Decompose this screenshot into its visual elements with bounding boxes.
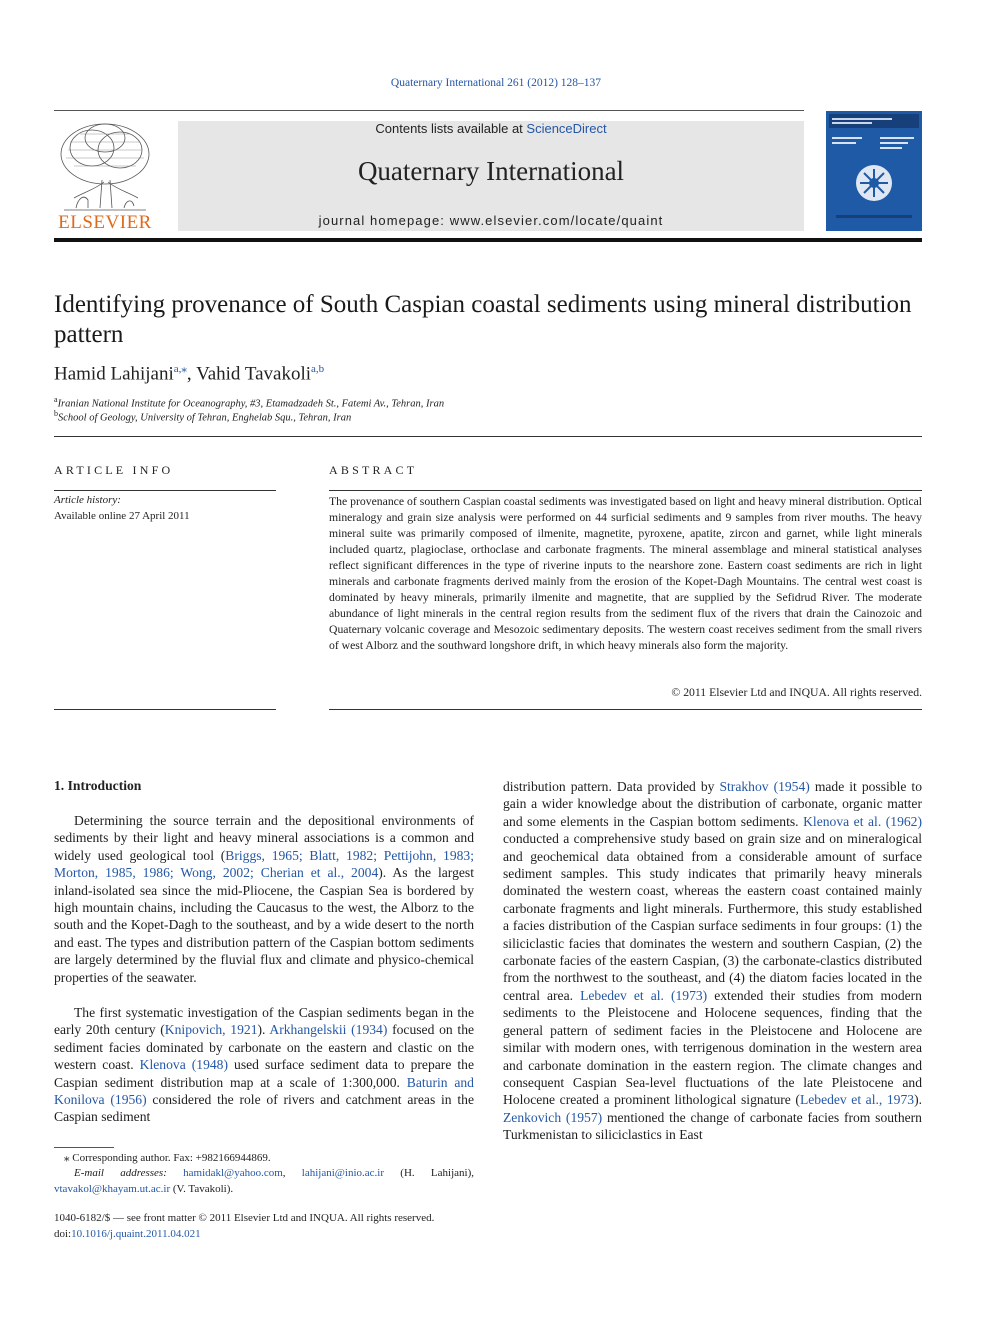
article-history-label: Article history: (54, 494, 121, 506)
elsevier-wordmark: ELSEVIER (58, 212, 152, 233)
journal-homepage[interactable]: journal homepage: www.elsevier.com/locate/quaint (318, 213, 664, 228)
front-matter (54, 1211, 494, 1242)
paragraph-text: considered the role of rivers and catchment areas in the Caspian sediment (54, 1092, 474, 1125)
sciencedirect-link[interactable]: ScienceDirect (526, 121, 607, 136)
citation-link[interactable]: Knipovich, 1921 (164, 1022, 258, 1038)
section-rule (54, 436, 922, 437)
abstract-text: The provenance of southern Caspian coastal sediments was investigated based on light and heavy mineral distribution. Optical mineralogy and grain size analysis were performed on 44 surficial sediments and 9 samples from river mouths. The heavy mineral suite was primarily composed of ilmenite, magnetite, pyroxene, apatite, zircon and garnet, while light minerals included quartz, plagioclase, orthoclase and carbonate fragments. The mineral assemblage and mineral statistical analyses reflect significant differences in the type of riverine inputs to the nearshore zone. Eastern coast sediments are rich in light minerals and carbonate fragments derived mainly from the erosion of the Kopet-Dagh Mountains. The central west coast is dominated by heavy minerals, primarily ilmenite and magnetite, that are supplied by the Sefidrud River. The moderate abundance of light minerals in the central region results from the sediment flux of the rivers that drain the Cainozoic and Quaternary volcanic coverage and Mesozoic sedimentary deposits. The western coast receives sediment from the small rivers of west Alborz and the southward longshore drift, in which heavy minerals also form the majority. (329, 495, 922, 652)
citation-link[interactable]: Quaternary International 261 (2012) 128–137 (390, 77, 602, 89)
paragraph-text: made it possible to gain a wider knowledge about the distribution of carbonate, organic matter and some elements in the Caspian bottom sediments. (503, 779, 922, 829)
intro-paragraph-2 (54, 1004, 474, 1126)
abstract-copyright: © 2011 Elsevier Ltd and INQUA. All rights reserved. (671, 686, 922, 699)
citation-link[interactable]: Klenova et al. (1962) (803, 813, 922, 829)
issn-line: 1040-6182/$ — see front matter © 2011 Elsevier Ltd and INQUA. All rights reserved. (54, 1212, 435, 1224)
affiliation-text: Iranian National Institute for Oceanography, #3, Etamadzadeh St., Fatemi Av., Tehran, Iran (57, 398, 445, 410)
paragraph-text: extended their studies from modern sediments to the Pleistocene and Holocene sequences, finding that the general pattern of sediment facies in the Pleistocene and Holocene are similar with modern ones, with terrigenous domination in the western area and carbonate domination in the eastern region. The climate changes and consequent Caspian Sea-level fluctuations of the late Pleistocene and Holocene created a prominent lithological signature ( (503, 987, 922, 1108)
author-name[interactable]: Hamid Lahijani (54, 363, 174, 385)
journal-cover-icon (826, 111, 922, 231)
email-owner: (H. Lahijani), (384, 1167, 474, 1179)
intro-paragraph-right (503, 778, 922, 1144)
affiliation-b (54, 409, 351, 424)
journal-citation[interactable] (0, 77, 992, 89)
abstract-heading: ABSTRACT (329, 463, 418, 477)
affiliation-a (54, 395, 444, 410)
citation-link[interactable]: Klenova (1948) (139, 1057, 228, 1073)
doi-label: doi: (54, 1227, 72, 1240)
email-link[interactable]: hamidakl@yahoo.com (183, 1167, 283, 1179)
email-separator: , (282, 1167, 302, 1179)
email-link[interactable]: lahijani@inio.ac.ir (301, 1167, 385, 1179)
contents-prefix: Contents lists available at (375, 121, 527, 136)
paragraph-text: ). (914, 1092, 922, 1108)
email-label: E-mail addresses: (74, 1167, 184, 1179)
article-info-rule (54, 490, 276, 491)
affiliation-text: School of Geology, University of Tehran, Enghelab Squ., Tehran, Iran (58, 412, 352, 424)
article-title: Identifying provenance of South Caspian coastal sediments using mineral distribution pattern (54, 291, 912, 348)
email-link[interactable]: vtavakol@khayam.ut.ac.ir (54, 1182, 171, 1195)
paragraph-text: used surface sediment data to prepare the Caspian sediment distribution map at a scale of 1:300,000. (54, 1057, 474, 1090)
article-info-bottom-rule (54, 709, 276, 710)
author-affiliation-marker[interactable]: a,⁎ (173, 363, 187, 375)
doi-line (54, 1227, 494, 1243)
paragraph-text: Determining the source terrain and the depositional environments of sediments by their light and heavy mineral associations is a common and widely used geological tool ( (54, 813, 474, 863)
email-owner: (V. Tavakoli). (170, 1182, 234, 1195)
doi-link[interactable]: 10.1016/j.quaint.2011.04.021 (71, 1227, 201, 1240)
citation-link[interactable]: Lebedev et al., 1973 (799, 1092, 915, 1108)
introduction-heading: 1. Introduction (54, 778, 142, 793)
intro-paragraph-1 (54, 812, 474, 986)
affiliation-label: b (54, 409, 58, 418)
article-info-heading: ARTICLE INFO (54, 463, 174, 477)
paragraph-text: ). As the largest inland-isolated sea since the mid-Pliocene, the Caspian Sea is bordered by high mountain chains, including the Caucasus to the west, the Alborz to the south and the Kopet-Dagh to the southeast, and by a wide desert to the north and east. The types and distribution pattern of the Caspian bottom sediments are largely determined by the fluvial flux and climate and physico-chemical properties of the seawater. (54, 865, 474, 985)
footnote-rule (54, 1147, 114, 1148)
abstract-bottom-rule (329, 709, 922, 710)
citation-link[interactable]: Lebedev et al. (1973) (580, 987, 708, 1003)
citation-link[interactable]: Zenkovich (1957) (503, 1109, 603, 1125)
corresponding-author-note: ⁎ Corresponding author. Fax: +982166944869. (64, 1152, 271, 1164)
citation-link[interactable]: Briggs, 1965; Blatt, 1982; Pettijohn, 1983; Morton, 1985, 1986; Wong, 2002; Cherian et al., 2004 (54, 847, 474, 881)
journal-name: Quaternary International (357, 156, 625, 186)
author-separator: , (186, 363, 197, 385)
citation-link[interactable]: Strakhov (1954) (719, 779, 810, 794)
paragraph-text: The first systematic investigation of the Caspian sediments began in the early 20th century ( (54, 1005, 474, 1038)
author-affiliation-marker[interactable]: a,b (311, 363, 325, 375)
paragraph-text: distribution pattern. Data provided by (503, 779, 720, 794)
header-thick-rule (54, 238, 922, 242)
paragraph-text: mentioned the change of carbonate facies from southern Turkmenistan to siliciclastics in East (503, 1109, 922, 1143)
paragraph-text: conducted a comprehensive study based on grain size and on mineralogical and geochemical data obtained from a considerable amount of surface sediment samples. This study indicates that primarily heavy minerals dominated the western coast, whereas the eastern coast contained mainly carbonate fragments and light minerals. Furthermore, this study established a facies distribution of the Caspian surface sediments in four groups: (1) the siliciclastic facies that dominates the western and southern Caspian, (2) the carbonate facies of the eastern Caspian, (3) the carbonate-clastics distributed from the northwest to the southeast, and (4) the diatom facies located in the central area. (503, 831, 922, 1003)
author-list (54, 362, 324, 385)
header-rule (54, 110, 804, 111)
journal-cover-image (826, 111, 922, 231)
email-footnote (54, 1166, 474, 1197)
citation-link[interactable]: Arkhangelskii (1934) (269, 1022, 388, 1038)
elsevier-tree-icon (54, 120, 156, 216)
citation-link[interactable]: Baturin and Konilova (1956) (54, 1074, 474, 1108)
contents-available-line (178, 121, 804, 136)
paragraph-text: focused on the sediment facies dominated by carbonate on the eastern and clastic on the western coast. (54, 1022, 475, 1073)
author-name[interactable]: Vahid Tavakoli (196, 363, 312, 385)
abstract-rule (329, 490, 922, 491)
paragraph-text: ). (257, 1022, 270, 1038)
affiliation-label: a (54, 395, 58, 404)
article-history-value: Available online 27 April 2011 (54, 510, 190, 522)
